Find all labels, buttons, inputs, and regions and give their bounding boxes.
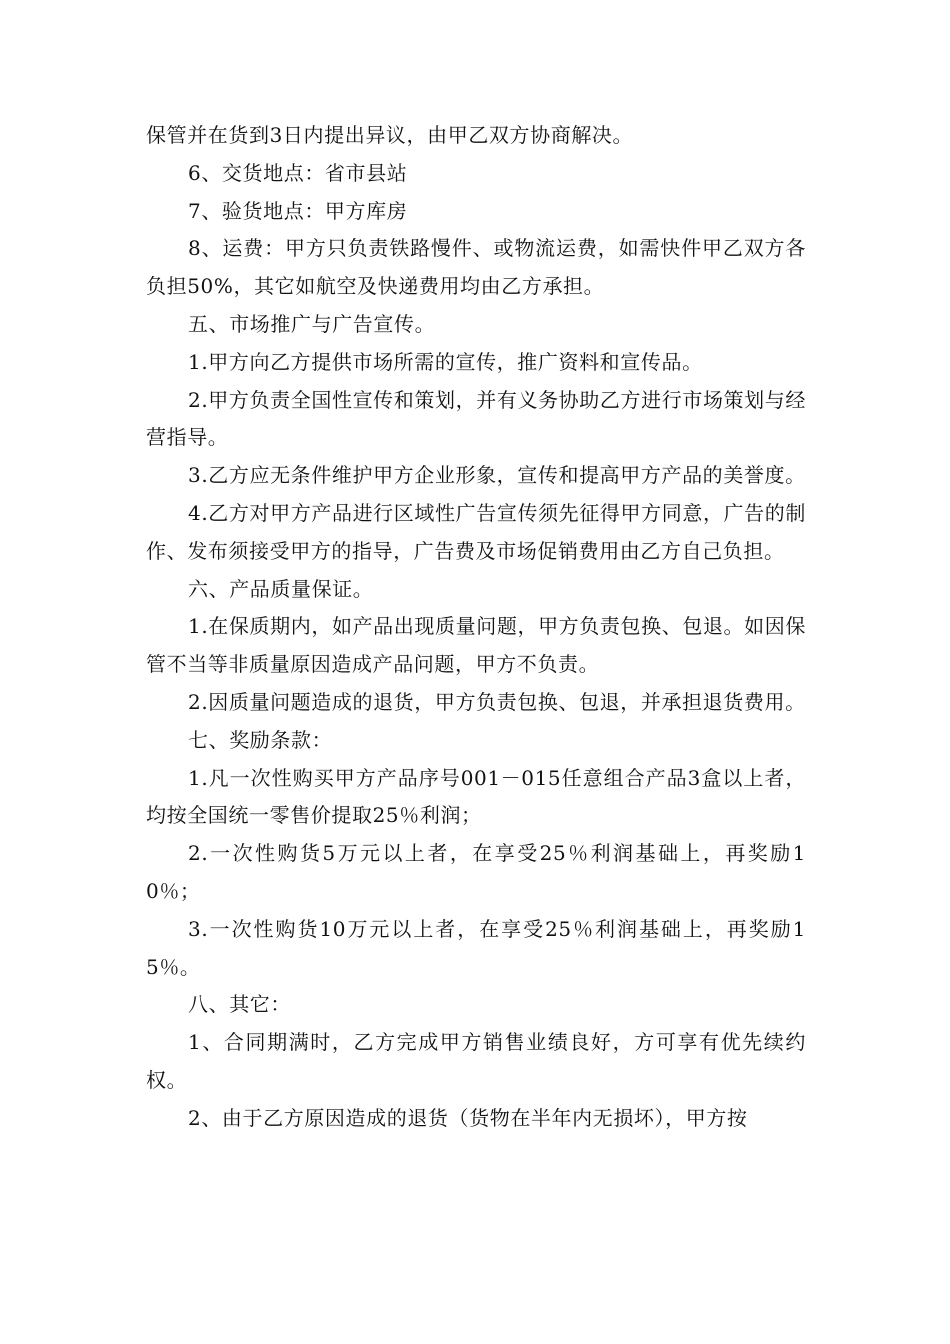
paragraph-11: 1.在保质期内，如产品出现质量问题，甲方负责包换、包退。如因保管不当等非质量原因造成产品问题，甲方不负责。 [146,614,806,677]
section-heading-6: 六、产品质量保证。 [188,576,374,601]
paragraph-9: 4.乙方对甲方产品进行区域性广告宣传须先征得甲方同意，广告的制作、发布须接受甲方的指导，广告费及市场促销费用由乙方自己负担。 [146,500,806,563]
document-body [146,117,806,1138]
paragraph-2: 6、交货地点：省市县站 [188,160,408,185]
paragraph-6: 1.甲方向乙方提供市场所需的宣传，推广资料和宣传品。 [188,349,703,374]
paragraph-1: 保管并在货到3日内提出异议，由甲乙双方协商解决。 [146,123,634,147]
paragraph-3: 7、验货地点：甲方库房 [188,198,408,223]
section-heading-8: 八、其它： [188,992,291,1017]
section-heading-7: 七、奖励条款： [188,727,333,752]
paragraph-18: 1、合同期满时，乙方完成甲方销售业绩良好，方可享有优先续约权。 [146,1030,806,1092]
section-heading-5: 五、市场推广与广告宣传。 [188,311,436,336]
paragraph-16: 3.一次性购货10万元以上者，在享受25％利润基础上，再奖励15％。 [146,916,806,979]
paragraph-7: 2.甲方负责全国性宣传和策划，并有义务协助乙方进行市场策划与经营指导。 [146,387,806,450]
paragraph-14: 1.凡一次性购买甲方产品序号001－015任意组合产品3盒以上者，均按全国统一零售价提取25％利润； [146,765,806,828]
paragraph-8: 3.乙方应无条件维护甲方企业形象，宣传和提高甲方产品的美誉度。 [188,463,806,488]
paragraph-4: 8、运费：甲方只负责铁路慢件、或物流运费，如需快件甲乙双方各负担50%，其它如航空及快递费用均由乙方承担。 [146,236,806,299]
paragraph-19: 2、由于乙方原因造成的退货（货物在半年内无损坏），甲方按 [188,1105,748,1130]
paragraph-15: 2.一次性购货5万元以上者，在享受25％利润基础上，再奖励10％； [146,841,806,903]
paragraph-12: 2.因质量问题造成的退货，甲方负责包换、包退，并承担退货费用。 [188,689,806,714]
